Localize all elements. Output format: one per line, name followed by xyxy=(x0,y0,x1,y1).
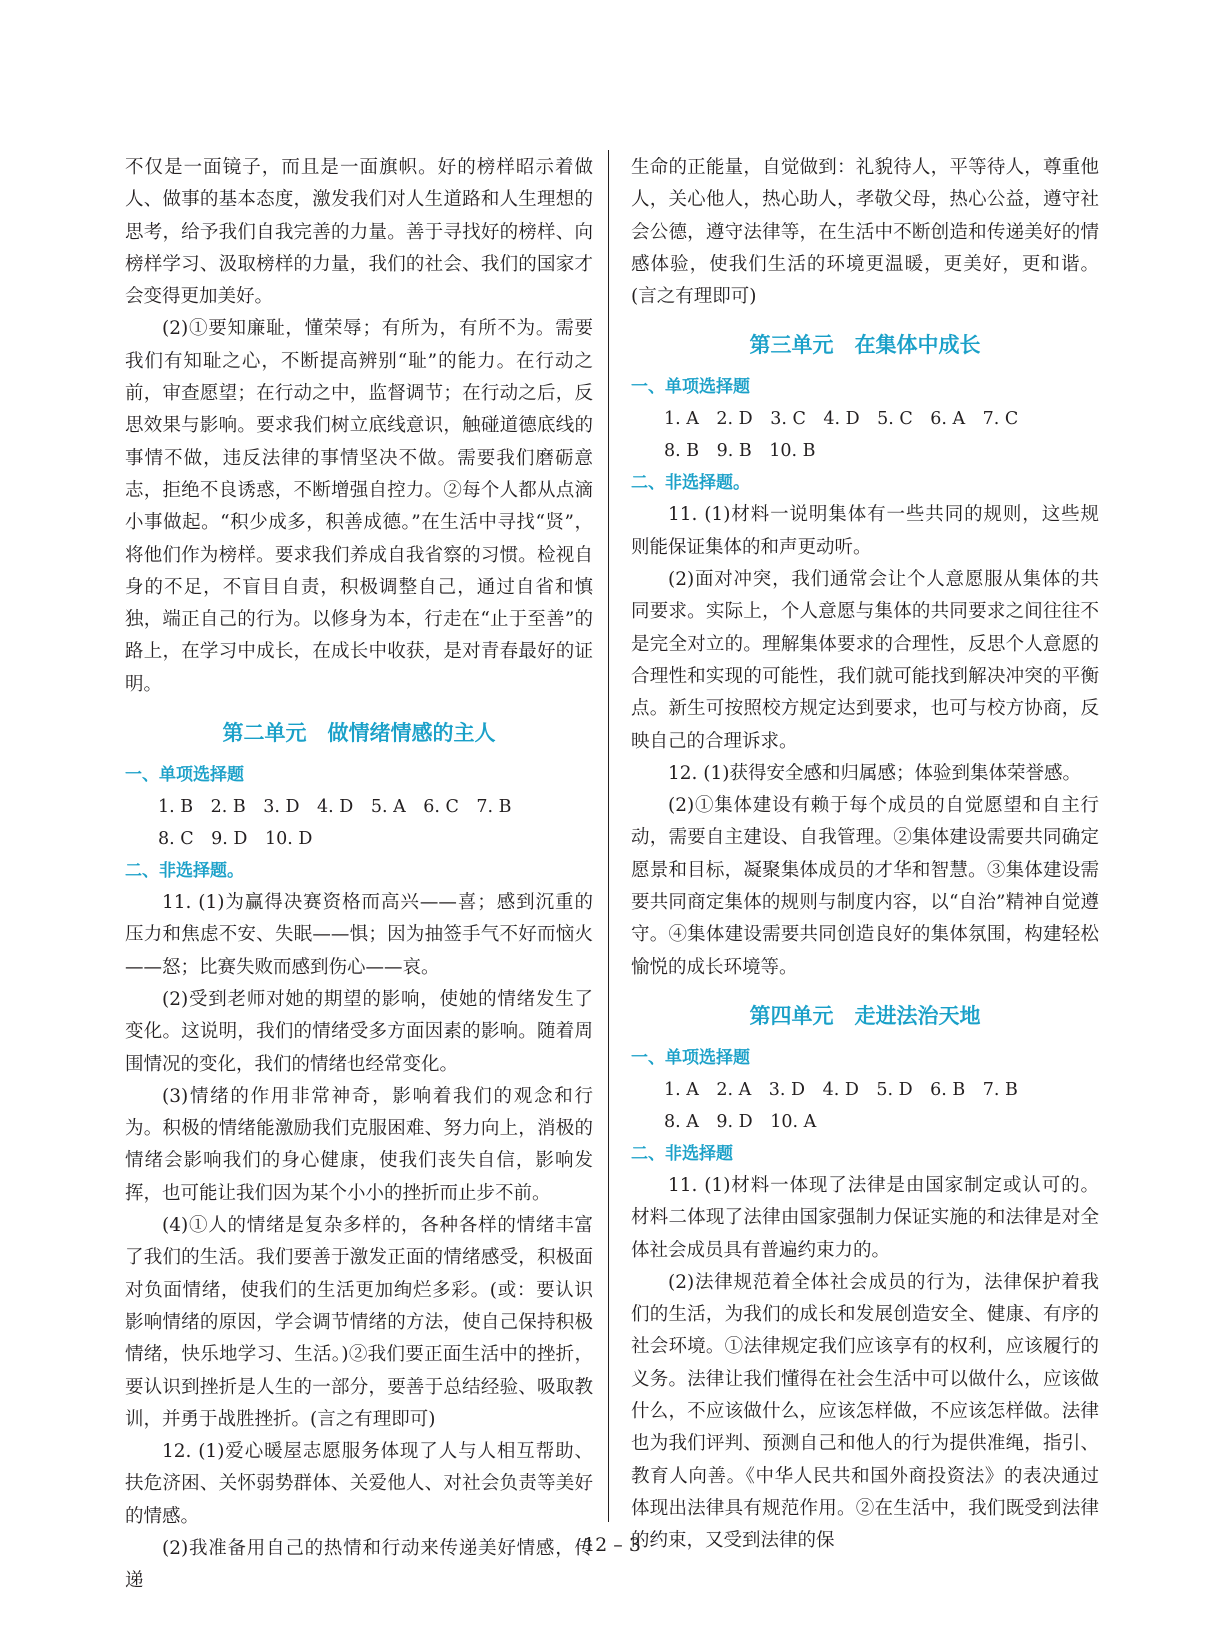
section-heading: 一、单项选择题 xyxy=(125,765,244,786)
left-column xyxy=(125,152,593,1598)
paragraph: (3)情绪的作用非常神奇，影响着我们的观念和行为。积极的情绪能激励我们克服困难、努力向上，消极的情绪会影响我们的身心健康，使我们丧失自信，影响发挥，也可能让我们因为某个小小的挫折而止步不前。 xyxy=(125,1085,593,1204)
paragraph: (2)①要知廉耻，懂荣辱；有所为，有所不为。需要我们有知耻之心，不断提高辨别“耻”的能力。在行动之前，审查愿望；在行动之中，监督调节；在行动之后，反思效果与影响。要求我们树立底线意识，触碰道德底线的事情不做，违反法律的事情坚决不做。需要我们磨砺意志，拒绝不良诱惑，不断增强自控力。②每个人都从点滴小事做起。“积少成多，积善成德。”在生活中寻找“贤”，将他们作为榜样。要求我们养成自我省察的习惯。检视自身的不足，不盲目自责，积极调整自己，通过自省和慎独，端正自己的行为。以修身为本，行走在“止于至善”的路上，在学习中成长，在成长中收获，是对青春最好的证明。 xyxy=(125,318,593,695)
paragraph: (2)①集体建设有赖于每个成员的自觉愿望和自主行动，需要自主建设、自我管理。②集体建设需要共同确定愿景和目标，凝聚集体成员的才华和智慧。③集体建设需要共同商定集体的规则与制度内容，以“自治”精神自觉遵守。④集体建设需要共同创造良好的集体氛围，构建轻松愉悦的成长环境等。 xyxy=(631,795,1099,978)
unit-2-heading: 第二单元 做情绪情感的主人 xyxy=(222,721,496,746)
paragraph: 12. (1)爱心暖屋志愿服务体现了人与人相互帮助、扶危济困、关怀弱势群体、关爱他人、对社会负责等美好的情感。 xyxy=(125,1441,593,1527)
section-heading: 二、非选择题 xyxy=(631,1143,733,1164)
section-heading: 一、单项选择题 xyxy=(631,377,750,398)
answer-line: 1. A 2. D 3. C 4. D 5. C 6. A 7. C xyxy=(664,409,1019,430)
unit-4-heading: 第四单元 走进法治天地 xyxy=(749,1003,981,1028)
paragraph: (4)①人的情绪是复杂多样的，各种各样的情绪丰富了我们的生活。我们要善于激发正面的情绪感受，积极面对负面情绪，使我们的生活更加绚烂多彩。(或：要认识影响情绪的原因，学会调节情绪的方法，使自己保持积极情绪，快乐地学习、生活。)②我们要正面生活中的挫折，要认识到挫折是人生的一部分，要善于总结经验、吸取教训，并勇于战胜挫折。(言之有理即可) xyxy=(125,1215,593,1430)
paragraph: (2)面对冲突，我们通常会让个人意愿服从集体的共同要求。实际上，个人意愿与集体的共同要求之间往往不是完全对立的。理解集体要求的合理性，反思个人意愿的合理性和实现的可能性，我们就可能找到解决冲突的平衡点。新生可按照校方规定达到要求，也可与校方协商，反映自己的合理诉求。 xyxy=(631,569,1099,752)
column-divider xyxy=(608,150,609,1522)
section-heading: 一、单项选择题 xyxy=(631,1047,750,1068)
paragraph: 生命的正能量，自觉做到：礼貌待人，平等待人，尊重他人，关心他人，热心助人，孝敬父母，热心公益，遵守社会公德，遵守法律等，在生活中不断创造和传递美好的情感体验，使我们生活的环境更温暖，更美好，更和谐。(言之有理即可) xyxy=(631,157,1099,308)
page-number: 12 – 3 xyxy=(583,1534,641,1556)
section-heading: 二、非选择题。 xyxy=(631,473,750,494)
paragraph: 不仅是一面镜子，而且是一面旗帜。好的榜样昭示着做人、做事的基本态度，激发我们对人生道路和人生理想的思考，给予我们自我完善的力量。善于寻找好的榜样、向榜样学习、汲取榜样的力量，我们的社会、我们的国家才会变得更加美好。 xyxy=(125,157,593,308)
answer-line: 8. B 9. B 10. B xyxy=(664,441,816,462)
paragraph: 11. (1)材料一体现了法律是由国家制定或认可的。材料二体现了法律由国家强制力保证实施的和法律是对全体社会成员具有普遍约束力的。 xyxy=(631,1174,1099,1261)
right-column xyxy=(631,152,1099,1558)
paragraph: 11. (1)为赢得决赛资格而高兴——喜；感到沉重的压力和焦虑不安、失眠——惧；因为抽签手气不好而恼火——怒；比赛失败而感到伤心——哀。 xyxy=(125,892,593,978)
paragraph: 12. (1)获得安全感和归属感；体验到集体荣誉感。 xyxy=(668,762,1082,784)
paragraph: (2)我准备用自己的热情和行动来传递美好情感，传递 xyxy=(125,1537,593,1592)
paragraph: (2)法律规范着全体社会成员的行为，法律保护着我们的生活，为我们的成长和发展创造安全、健康、有序的社会环境。①法律规定我们应该享有的权利，应该履行的义务。法律让我们懂得在社会生活中可以做什么，应该做什么，不应该做什么，应该怎样做，不应该怎样做。法律也为我们评判、预测自己和他人的行为提供准绳，指引、教育人向善。《中华人民共和国外商投资法》的表决通过体现出法律具有规范作用。②在生活中，我们既受到法律的约束，又受到法律的保 xyxy=(631,1271,1099,1552)
paragraph: 11. (1)材料一说明集体有一些共同的规则，这些规则能保证集体的和声更动听。 xyxy=(631,504,1099,558)
answer-line: 8. A 9. D 10. A xyxy=(664,1111,817,1132)
unit-3-heading: 第三单元 在集体中成长 xyxy=(749,333,981,358)
section-heading: 二、非选择题。 xyxy=(125,861,244,882)
answer-line: 1. B 2. B 3. D 4. D 5. A 6. C 7. B xyxy=(158,797,512,818)
answer-line: 1. A 2. A 3. D 4. D 5. D 6. B 7. B xyxy=(664,1079,1018,1100)
answer-line: 8. C 9. D 10. D xyxy=(158,829,313,850)
paragraph: (2)受到老师对她的期望的影响，使她的情绪发生了变化。这说明，我们的情绪受多方面因素的影响。随着周围情况的变化，我们的情绪也经常变化。 xyxy=(125,988,593,1075)
